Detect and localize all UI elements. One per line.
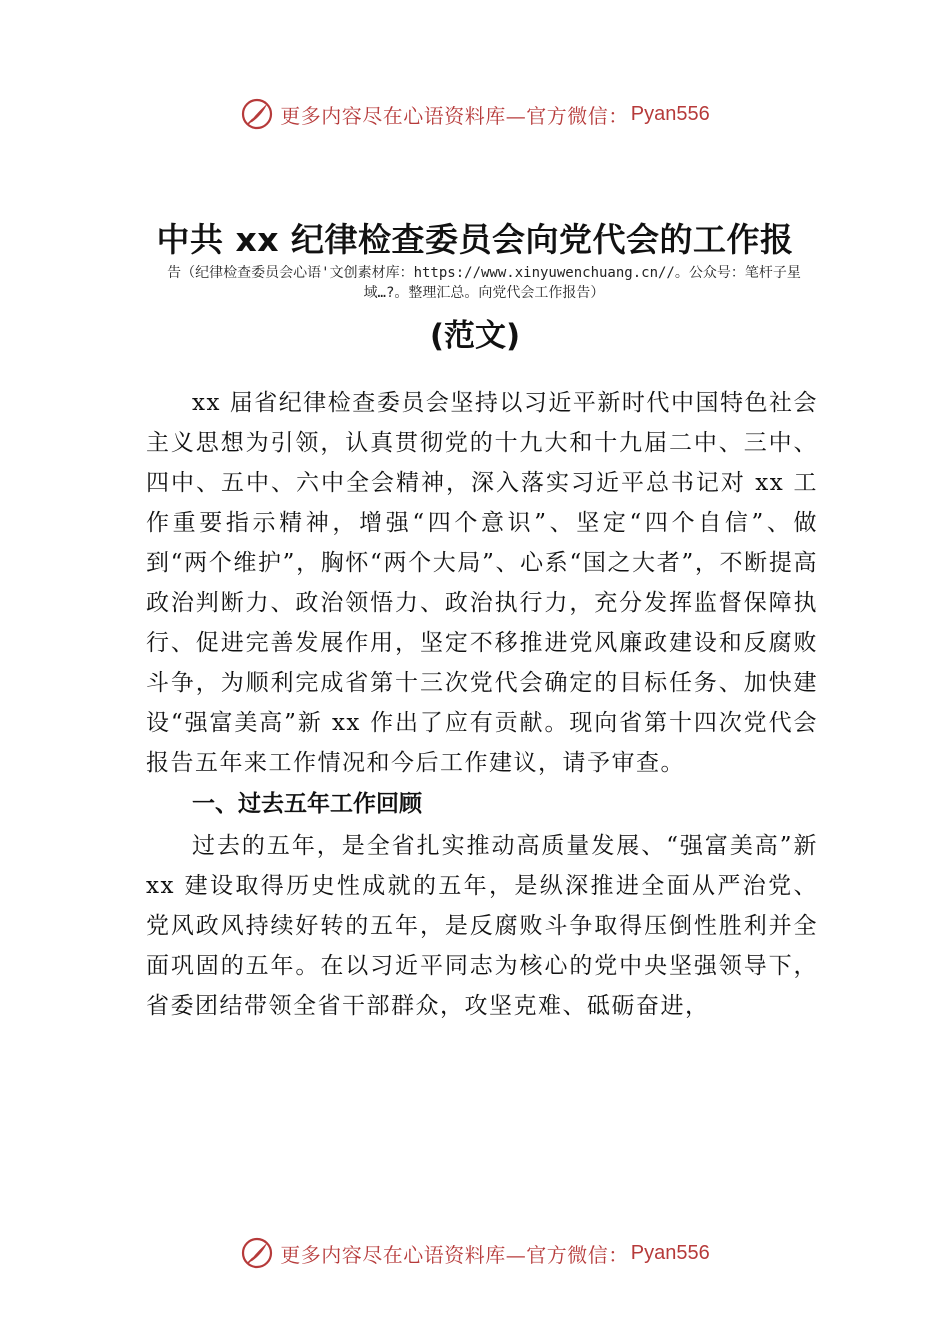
section-heading: 一、过去五年工作回顾 — [192, 791, 422, 817]
document-title: 中共 xx 纪律检查委员会向党代会的工作报 — [156, 220, 794, 259]
banner-wechat-id: Pyan556 — [630, 1241, 710, 1264]
footer-banner — [0, 1231, 950, 1275]
review-section — [146, 826, 818, 1026]
header-banner — [0, 92, 950, 136]
banner-text: 更多内容尽在心语资料库—官方微信： — [280, 1242, 629, 1267]
body-paragraph: xx 届省纪律检查委员会坚持以习近平新时代中国特色社会主义思想为引领，认真贯彻党的十九大和十九届二中、三中、四中、五中、六中全会精神，深入落实习近平总书记对 xx 工作重要指示精神，增强“四个意识”、坚定“四个自信”、做到“两个维护”，胸怀“两个大局”、心系“国之大者”，不断提高政治判断力、政治领悟力、政治执行力，充分发挥监督保障执行、促进完善发展作用，坚定不移推进党风廉政建设和反腐败斗争，为顺利完成省第十三次党代会确定的目标任务、加快建设“强富美高”新 xx 作出了应有贡献。现向省第十四次党代会报告五年来工作情况和今后工作建议，请予审查。 — [146, 390, 818, 776]
document-subtitle-note: 告（纪律检查委员会心语'文创素材库：https://www.xinyuwenchuang.cn//。公众号：笔杆子星域…?。整理汇总。向党代会工作报告） — [167, 265, 801, 301]
banner-text: 更多内容尽在心语资料库—官方微信： — [280, 103, 629, 128]
body-paragraph: 过去的五年，是全省扎实推动高质量发展、“强富美高”新 xx 建设取得历史性成就的五年，是纵深推进全面从严治党、党风政风持续好转的五年，是反腐败斗争取得压倒性胜利并全面巩固的五年。在以习近平同志为核心的党中央坚强领导下，省委团结带领全省干部群众，攻坚克难、砥砺奋进， — [146, 833, 818, 1019]
quill-pen-logo-icon — [240, 97, 274, 131]
intro-section — [146, 383, 818, 783]
banner-wechat-id: Pyan556 — [630, 102, 710, 125]
document-subtitle-tag: (范文) — [429, 318, 521, 354]
quill-pen-logo-icon — [240, 1236, 274, 1270]
